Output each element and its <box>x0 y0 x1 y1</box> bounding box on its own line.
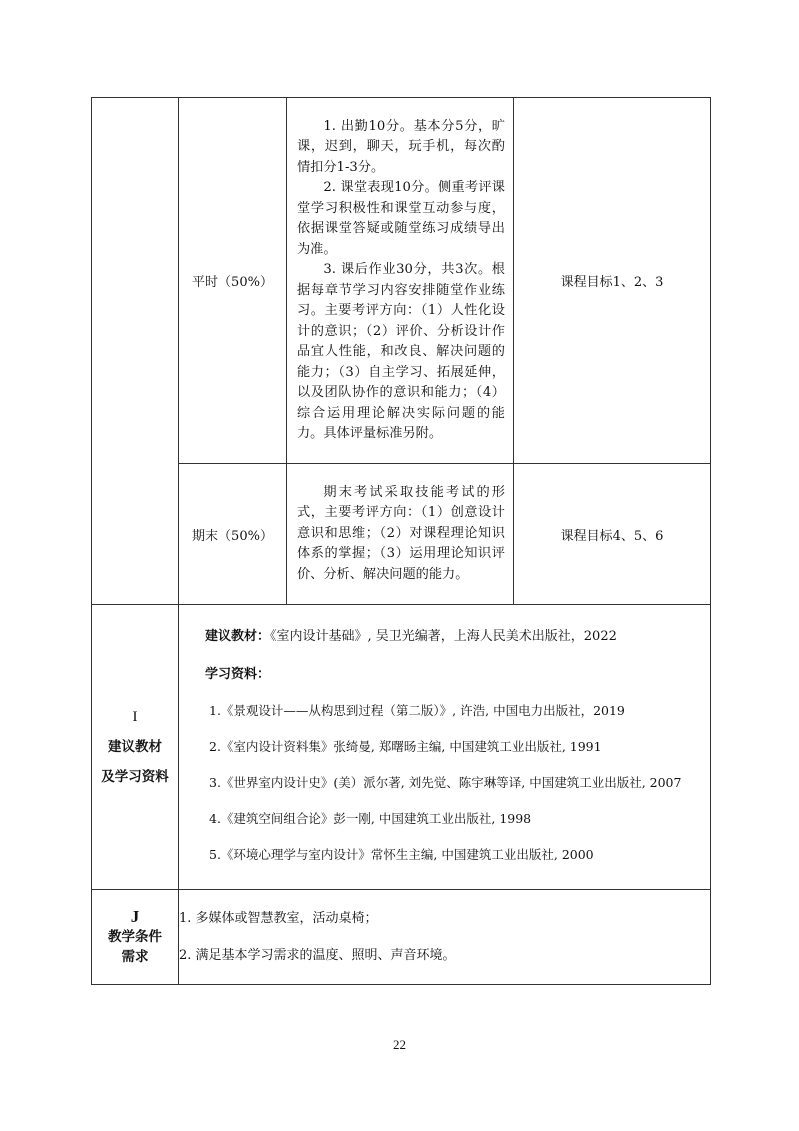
materials-section-label <box>92 605 179 890</box>
assessment-table <box>91 97 711 985</box>
regular-item-1: 1. 出勤10分。基本分5分，旷课，迟到，聊天，玩手机，每次酌情扣分1-3分。 <box>297 118 505 175</box>
material-item-3: 3.《世界室内设计史》(美）派尔著, 刘先觉、陈宇琳等译, 中国建筑工业出版社, 2007 <box>209 775 682 790</box>
table-row-regular <box>92 98 711 464</box>
empty-category-cell <box>92 98 179 605</box>
regular-label: 平时（50%） <box>192 275 273 290</box>
regular-item-3: 3. 课后作业30分，共3次。根据每章节学习内容安排随堂作业练习。主要考评方向：（1）人性化设计的意识；（2）评价、分析设计作品宜人性能，和改良、解决问题的能力；（3）自主学习、拓展延伸，以及团队协作的意识和能力；（4）综合运用理论解决实际问题的能力。具体评量标准另附。 <box>297 262 505 441</box>
final-label: 期末（50%） <box>192 528 273 544</box>
condition-item-1: 1. 多媒体或智慧教室，活动桌椅； <box>179 911 378 926</box>
regular-description-cell <box>287 98 514 464</box>
textbook-line <box>205 617 710 657</box>
section-i-title-line2: 及学习资料 <box>101 769 169 785</box>
final-objective: 课程目标4、5、6 <box>560 528 664 544</box>
section-j-letter: J <box>130 907 140 926</box>
textbook-text: 《室内设计基础》, 吴卫光编著，上海人民美术出版社，2022 <box>270 629 617 644</box>
regular-objective: 课程目标1、2、3 <box>560 275 664 290</box>
final-description-cell <box>287 464 514 605</box>
section-i-letter: I <box>132 709 138 725</box>
textbook-label: 建议教材： <box>205 629 271 644</box>
conditions-content-cell <box>179 890 711 985</box>
table-row-materials <box>92 605 711 890</box>
material-item-4: 4.《建筑空间组合论》彭一刚, 中国建筑工业出版社, 1998 <box>209 811 532 826</box>
section-j-title-line1: 教学条件 <box>108 929 162 945</box>
materials-content-cell <box>179 605 711 890</box>
condition-item-2: 2. 满足基本学习需求的温度、照明、声音环境。 <box>179 948 456 963</box>
materials-label: 学习资料： <box>205 667 271 682</box>
table-row-final <box>92 464 711 605</box>
final-description: 期末考试采取技能考试的形式，主要考评方向：（1）创意设计意识和思维；（2）对课程理论知识体系的掌握；（3）运用理论知识评价、分析、解决问题的能力。 <box>297 484 505 582</box>
regular-objective-cell <box>514 98 711 464</box>
final-objective-cell <box>514 464 711 605</box>
section-j-title-line2: 需求 <box>121 949 149 965</box>
regular-label-cell <box>179 98 287 464</box>
material-item-5: 5.《环境心理学与室内设计》常怀生主编, 中国建筑工业出版社, 2000 <box>209 847 594 862</box>
materials-label-line <box>205 657 710 693</box>
page-number: 22 <box>393 1037 406 1052</box>
material-item-1: 1.《景观设计——从构思到过程（第二版）》, 许浩, 中国电力出版社，2019 <box>209 703 625 718</box>
material-item-2: 2.《室内设计资料集》张绮曼, 郑曙旸主编, 中国建筑工业出版社, 1991 <box>209 739 602 754</box>
final-label-cell <box>179 464 287 605</box>
conditions-section-label <box>92 890 179 985</box>
table-row-conditions <box>92 890 711 985</box>
section-i-title-line1: 建议教材 <box>108 739 162 755</box>
regular-item-2: 2. 课堂表现10分。侧重考评课堂学习积极性和课堂互动参与度，依据课堂答疑或随堂练习成绩导出为准。 <box>297 180 505 257</box>
